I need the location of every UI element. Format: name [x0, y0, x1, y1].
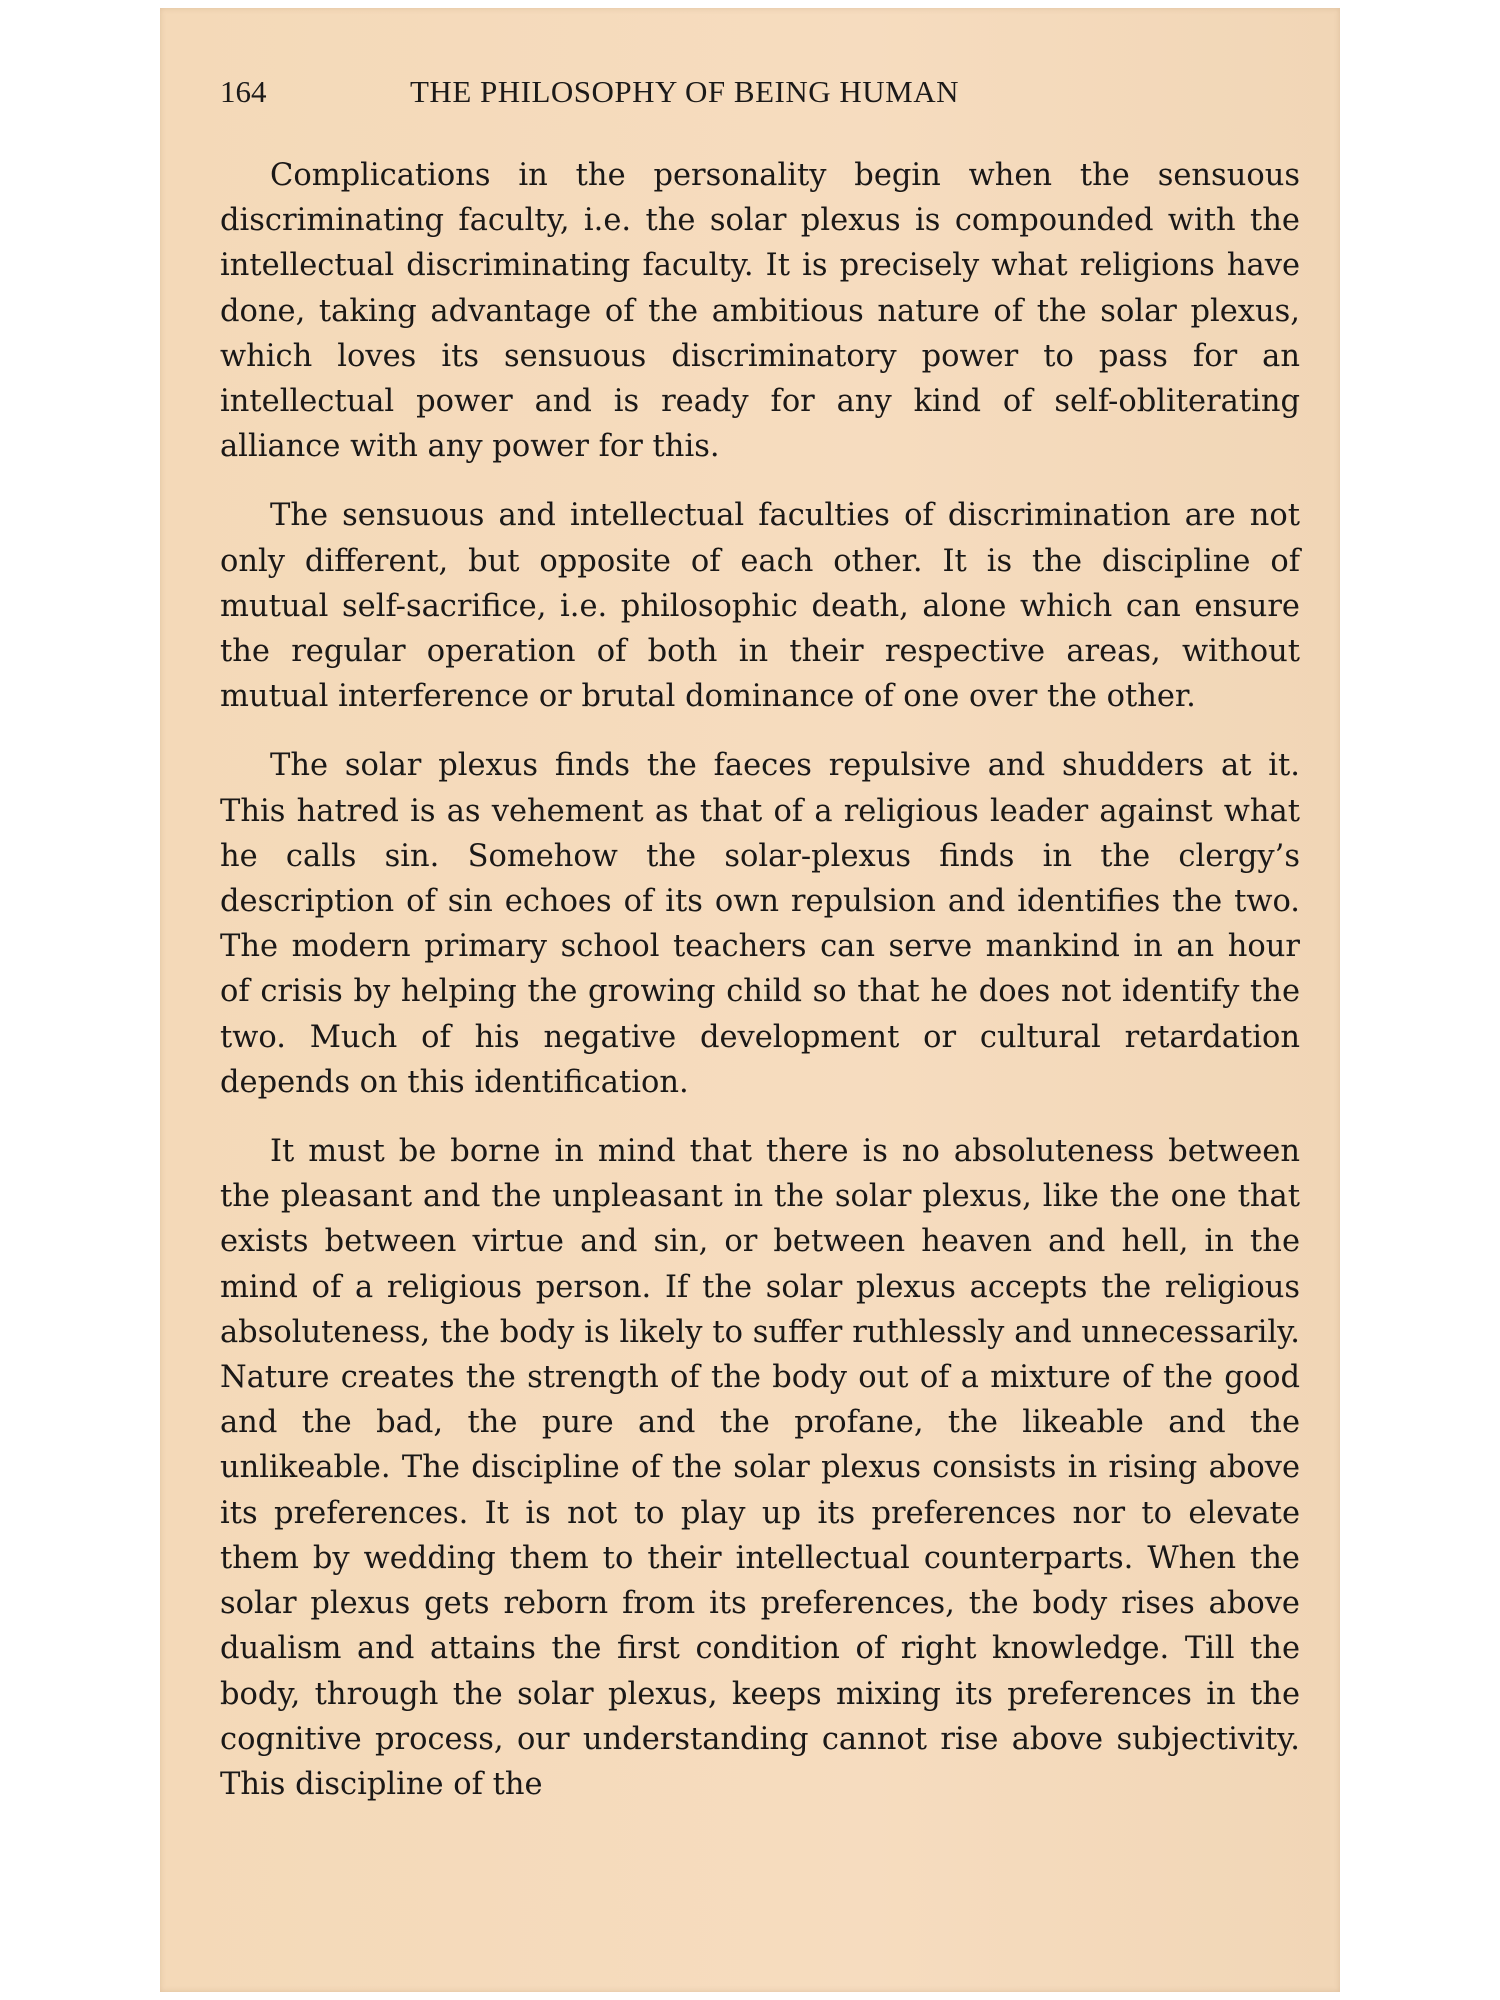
- paragraph: The sensuous and intellectual faculties of discrimination are not only different, but opposite of each other. It is the discipline of mutual self-sacrifice, i.e. philosophic death, alone which can ensure the regular operation of both in their respective areas, without mutual interference or brutal dominance of one over the other.: [220, 498, 1300, 715]
- body-text: [220, 153, 1300, 1831]
- paragraph: It must be borne in mind that there is no absoluteness between the pleasant and the unpleasant in the solar plexus, like the one that exists between virtue and sin, or between heaven and hell, in the mind of a religious person. If the solar plexus accepts the religious absoluteness, the body is likely to suffer ruthlessly and unnecessarily. Nature creates the strength of the body out of a mixture of the good and the bad, the pure and the profane, the likeable and the unlikeable. The discipline of the solar plexus consists in rising above its preferences. It is not to play up its preferences nor to elevate them by wedding them to their intellectual counterparts. When the solar plexus gets reborn from its preferences, the body rises above dualism and attains the first condition of right knowledge. Till the body, through the solar plexus, keeps mixing its preferences in the cognitive process, our understanding cannot rise above subjectivity. This discipline of the: [220, 1134, 1300, 1802]
- book-page: [160, 8, 1340, 1992]
- paragraph: The solar plexus finds the faeces repulsive and shudders at it. This hatred is as vehement as that of a religious leader against what he calls sin. Somehow the solar-plexus finds in the clergy’s description of sin echoes of its own repulsion and identifies the two. The modern primary school teachers can serve mankind in an hour of crisis by helping the growing child so that he does not identify the two. Much of his negative development or cultural retardation depends on this identification.: [220, 748, 1300, 1100]
- page-header: [220, 74, 1280, 120]
- running-title: THE PHILOSOPHY OF BEING HUMAN: [410, 74, 959, 109]
- paragraph: Complications in the personality begin when the sensuous discriminating faculty, i.e. the solar plexus is compounded with the intellectual discriminating faculty. It is precisely what religions have done, taking advantage of the ambitious nature of the solar plexus, which loves its sensuous discriminatory power to pass for an intellectual power and is ready for any kind of self-obliterating alliance with any power for this.: [220, 158, 1300, 465]
- page-number: 164: [220, 74, 267, 109]
